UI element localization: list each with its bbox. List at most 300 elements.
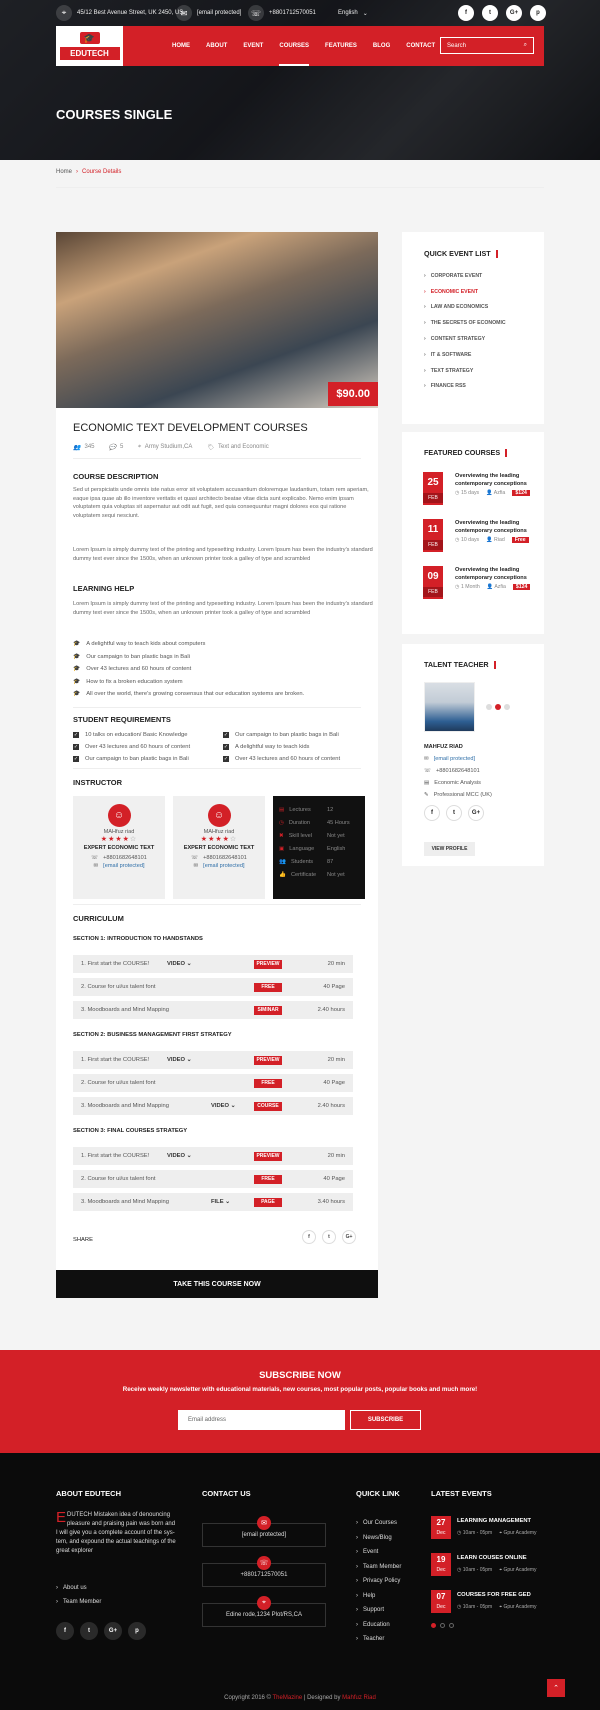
site-logo[interactable] — [56, 26, 123, 66]
language-label[interactable]: English — [338, 10, 358, 16]
time-text: 15 days — [460, 490, 480, 496]
time-meta: ◷ 1 Month — [455, 584, 480, 590]
twitter-icon[interactable]: t — [482, 5, 498, 21]
lesson-badge[interactable]: COURSE — [254, 1102, 282, 1111]
time-text: 1 Month — [460, 584, 480, 590]
footer-link[interactable] — [356, 1516, 401, 1531]
instructor-role: EXPERT ECONOMIC TEXT — [183, 845, 255, 851]
carousel-dot[interactable] — [431, 1623, 436, 1628]
curriculum-area — [56, 232, 378, 1298]
carousel-dot[interactable] — [449, 1623, 454, 1628]
chevron-right-icon: › — [424, 272, 426, 279]
chevron-right-icon: › — [356, 1607, 358, 1614]
curriculum-row[interactable] — [73, 978, 353, 996]
comment-icon: 💬 — [108, 445, 116, 451]
checkbox-icon: ✓ — [73, 731, 79, 738]
date-badge — [431, 1516, 451, 1539]
description-heading: COURSE DESCRIPTION — [73, 472, 159, 481]
mail-icon: ✉ — [424, 756, 429, 762]
featured-course-title[interactable]: Overviewing the leading contemporary conceptions — [455, 567, 527, 581]
phone-icon: ☏ — [191, 855, 199, 861]
quick-event-list-widget — [402, 232, 544, 424]
phone-text: +8801682648101 — [203, 855, 247, 861]
mail-icon: ✉ — [93, 863, 99, 869]
lesson-duration: 20 min — [327, 961, 345, 967]
featured-course-meta — [455, 490, 530, 496]
email-link[interactable]: [email protected] — [433, 756, 476, 762]
featured-course-meta — [455, 584, 530, 590]
lesson-title: 2. Course for ui/ux talent font — [81, 1080, 156, 1086]
view-profile-button[interactable]: VIEW PROFILE — [424, 842, 475, 856]
date-day: 19 — [436, 1555, 446, 1564]
chevron-right-icon: › — [424, 383, 426, 390]
author-text: Riad — [494, 537, 505, 543]
featured-course-title[interactable]: Overviewing the leading contemporary conceptions — [455, 520, 527, 534]
google-plus-icon[interactable]: G+ — [468, 805, 484, 821]
phone-text: +8801712570051 — [269, 10, 316, 16]
curriculum-row[interactable] — [73, 955, 353, 973]
lesson-badge[interactable]: SIMINAR — [254, 1006, 282, 1015]
author-meta: 👤 Riad — [486, 537, 505, 543]
event-list-item[interactable] — [424, 300, 534, 316]
footer-contact-title: CONTACT US — [202, 1489, 251, 1498]
curriculum-heading: CURRICULUM — [73, 914, 124, 923]
phone-icon: ☏ — [424, 768, 431, 774]
lesson-type: VIDEO — [167, 961, 186, 967]
teacher-photo — [424, 682, 475, 732]
footer-link[interactable] — [356, 1603, 401, 1618]
event-title[interactable]: LEARN COUSES ONLINE — [457, 1555, 527, 1561]
footer-link-label[interactable]: Help — [363, 1592, 376, 1599]
chevron-right-icon: › — [356, 1578, 358, 1585]
time-text: 10am - 05pm — [462, 1567, 493, 1573]
carousel-dots — [486, 704, 510, 710]
event-link[interactable]: CORPORATE EVENT — [430, 272, 483, 279]
graduation-cap-icon: 🎓 — [73, 691, 81, 698]
location-pin-icon: ⌖ — [257, 1596, 271, 1610]
section-divider — [73, 904, 361, 905]
info-value: 45 Hours — [327, 819, 350, 826]
description-paragraph-2: Lorem Ipsum is simply dummy text of the printing and typesetting industry. Lorem Ipsum has been the industry's standard dummy text ever since the 1500s, when an unknown printer took a galley of type and scrambled — [73, 547, 373, 562]
instructor-heading: INSTRUCTOR — [73, 778, 123, 787]
date-day: 11 — [427, 524, 439, 535]
address-text: 45/12 Best Avenue Street, UK 2450, US — [77, 10, 184, 16]
nav-blog[interactable]: BLOG — [372, 43, 391, 49]
subscribe-section — [0, 1350, 600, 1453]
description-paragraph-1: Sed ut perspiciatis unde omnis iste natus error sit voluptatem accusantium doloremque laudantium, totam rem aperiam, eaque ipsa quae ab illo inventore veritatis et quasi architecto beatae vitae dicta sunt explicabo. Nemo enim ipsam voluptatem quia voluptas sit aspernatur aut odit aut fugit, sed quia consequuntur magni dolores eos qui ratione voluptatem sequi nesciunt. — [73, 487, 369, 519]
lesson-title: 2. Course for ui/ux talent font — [81, 1176, 156, 1182]
about-text: DUTECH Mistaken idea of denouncing pleasure and praising pain was born and I will give you a complete account of the sys-tem, and expound the actual teachings of the great explorer — [56, 1512, 176, 1554]
info-value: English — [327, 845, 346, 852]
chevron-right-icon: › — [424, 304, 426, 311]
chevron-down-icon: ⌄ — [362, 10, 368, 17]
date-month: Dec — [436, 1604, 446, 1610]
subject-text: Economic Analysis — [434, 780, 481, 786]
widget-title: FEATURED COURSES — [424, 448, 507, 457]
avatar: ☺ — [108, 804, 131, 827]
copyright-author[interactable]: Mahfuz Riad — [342, 1695, 376, 1701]
lesson-type-dropdown[interactable]: FILE ⌄ — [211, 1199, 231, 1205]
topbar-email[interactable] — [176, 5, 241, 21]
graduation-cap-icon: 🎓 — [73, 653, 81, 660]
event-title[interactable]: COURSES FOR FREE GED — [457, 1592, 531, 1598]
place-meta: ⌖ Gpur Academy — [499, 1530, 537, 1536]
facebook-icon[interactable]: f — [56, 1622, 74, 1640]
nav-about[interactable]: ABOUT — [206, 43, 228, 49]
lesson-title: 3. Moodboards and Mind Mapping — [81, 1103, 169, 1109]
topbar-phone — [248, 5, 316, 21]
rating-stars: ★★★★☆ — [200, 836, 238, 843]
pinterest-icon[interactable]: p — [530, 5, 546, 21]
checkbox-icon: ✓ — [223, 755, 229, 762]
featured-course-item[interactable] — [423, 472, 539, 510]
curriculum-row[interactable] — [73, 1193, 353, 1211]
skill-icon: ✖ — [279, 832, 284, 839]
footer-social — [56, 1622, 146, 1640]
list-item-text: Over 43 lectures and 60 hours of content — [86, 666, 192, 673]
talent-teacher-widget — [402, 644, 544, 866]
event-link[interactable]: CONTENT STRATEGY — [430, 336, 486, 343]
subscribe-text: Receive weekly newsletter with educational materials, new courses, most popular posts, popular books and much more! — [122, 1386, 478, 1393]
place-text: Gpur Academy — [503, 1530, 537, 1536]
date-badge — [431, 1590, 451, 1613]
chevron-right-icon: › — [424, 288, 426, 295]
thumbs-up-icon: 👍 — [279, 871, 286, 878]
chevron-right-icon: › — [56, 1599, 58, 1605]
time-text: 10am - 05pm — [462, 1604, 493, 1610]
students-count: 345 — [84, 444, 95, 450]
curriculum-section-title: SECTION 1: INTRODUCTION TO HANDSTANDS — [73, 936, 203, 942]
breadcrumb-current: Course Details — [82, 169, 122, 175]
contact-phone: +8801712570051 — [202, 1563, 326, 1587]
mail-icon: ✉ — [193, 863, 199, 869]
graduation-cap-icon: 🎓 — [73, 641, 81, 648]
date-day: 09 — [427, 571, 439, 582]
featured-course-meta — [455, 537, 529, 543]
lesson-duration: 40 Page — [323, 1176, 345, 1182]
date-badge — [431, 1553, 451, 1576]
google-plus-icon[interactable]: G+ — [506, 5, 522, 21]
event-list-item[interactable] — [424, 284, 534, 300]
lesson-badge[interactable]: FREE — [254, 983, 282, 992]
event-link[interactable]: TEXT STRATEGY — [430, 367, 474, 374]
email-link[interactable]: [email protected] — [103, 863, 145, 869]
date-month: Dec — [436, 1567, 446, 1573]
rating-stars: ★★★★☆ — [100, 836, 138, 843]
events-carousel-dots — [431, 1623, 454, 1628]
phone-text: +8801682648101 — [103, 855, 147, 861]
author-meta: 👤 Azfia — [486, 490, 506, 496]
date-month: FEB — [423, 493, 443, 503]
footer-link[interactable] — [356, 1545, 401, 1560]
copyright-mid: | Designed by — [303, 1695, 341, 1701]
lesson-duration: 3.40 hours — [317, 1199, 345, 1205]
time-meta: ◷ 15 days — [455, 490, 480, 496]
place-text: Gpur Academy — [503, 1604, 537, 1610]
twitter-icon[interactable]: t — [322, 1230, 336, 1244]
tag-icon: 🏷 — [206, 445, 215, 451]
carousel-dot[interactable] — [495, 704, 501, 710]
google-plus-icon[interactable]: G+ — [342, 1230, 356, 1244]
footer-link[interactable] — [356, 1531, 401, 1546]
email-field[interactable]: Email address — [178, 1410, 345, 1430]
nav-courses[interactable]: COURSES — [279, 26, 309, 66]
instructor-name[interactable]: MAHfuz riad — [203, 829, 235, 835]
list-item-text: A delightful way to teach kids about computers — [86, 641, 206, 648]
requirements-heading: STUDENT REQUIREMENTS — [73, 715, 171, 724]
footer-link-label[interactable]: Education — [363, 1621, 390, 1628]
google-plus-icon[interactable]: G+ — [104, 1622, 122, 1640]
time-meta: ◷ 10am - 05pm — [457, 1604, 493, 1610]
lesson-badge[interactable]: PREVIEW — [254, 1152, 282, 1161]
event-list-item[interactable] — [424, 268, 534, 284]
info-value: 12 — [327, 806, 334, 813]
contact-address: Edine rode,1234 Plot/RS,CA — [202, 1603, 326, 1627]
info-label: Skill level — [288, 832, 313, 839]
curriculum-row[interactable] — [73, 1097, 353, 1115]
book-icon: ▤ — [424, 780, 430, 786]
lesson-title: 3. Moodboards and Mind Mapping — [81, 1007, 169, 1013]
footer-link-label[interactable]: Teacher — [363, 1636, 385, 1643]
footer-link-label[interactable]: Team Member — [63, 1599, 102, 1605]
lesson-badge[interactable]: FREE — [254, 1079, 282, 1088]
date-month: FEB — [423, 540, 443, 550]
teacher-phone — [424, 765, 539, 777]
copyright-prefix: Copyright 2016 © — [224, 1695, 271, 1701]
footer-link-label[interactable]: Support — [363, 1607, 385, 1614]
event-meta — [457, 1530, 537, 1536]
pinterest-icon[interactable]: p — [128, 1622, 146, 1640]
search-placeholder: Search — [447, 42, 467, 49]
footer-link[interactable] — [356, 1574, 401, 1589]
location-pin-icon: ⌖ — [56, 5, 72, 21]
checkbox-icon: ✓ — [73, 743, 79, 750]
breadcrumb-divider — [56, 187, 544, 188]
teacher-email — [424, 753, 539, 765]
nav-contact[interactable]: CONTACT — [406, 43, 436, 49]
curriculum-section-title: SECTION 2: BUSINESS MANAGEMENT FIRST STRATEGY — [73, 1032, 232, 1038]
book-icon: ▤ — [279, 806, 285, 813]
email-link[interactable]: [email protected] — [203, 863, 245, 869]
place-text: Gpur Academy — [503, 1567, 537, 1573]
time-text: 10 days — [460, 537, 480, 543]
search-input[interactable] — [440, 37, 534, 54]
lesson-title: 3. Moodboards and Mind Mapping — [81, 1199, 169, 1205]
latest-event-item[interactable] — [431, 1590, 551, 1618]
take-course-button[interactable]: TAKE THIS COURSE NOW — [56, 1270, 378, 1298]
page-title: COURSES SINGLE — [56, 107, 173, 122]
lesson-duration: 20 min — [327, 1153, 345, 1159]
event-link[interactable]: ECONOMIC EVENT — [430, 288, 479, 295]
featured-courses-widget — [402, 432, 544, 634]
subscribe-title: SUBSCRIBE NOW — [259, 1370, 341, 1381]
event-link[interactable]: THE SECRETS OF ECONOMIC — [430, 320, 506, 327]
date-badge — [423, 566, 443, 599]
chevron-up-icon: ⌃ — [553, 1685, 559, 1692]
info-value: 87 — [327, 858, 334, 865]
lesson-badge[interactable]: PAGE — [254, 1198, 282, 1207]
list-item-text: 10 talks on education/ Basic Knowledge — [85, 731, 188, 738]
curriculum-row[interactable] — [73, 1170, 353, 1188]
checkbox-icon: ✓ — [223, 731, 229, 738]
footer-link[interactable] — [356, 1618, 401, 1633]
featured-course-title[interactable]: Overviewing the leading contemporary conceptions — [455, 473, 527, 487]
place-meta: ⌖ Gpur Academy — [499, 1604, 537, 1610]
breadcrumb-separator: › — [76, 169, 79, 175]
footer-link-label[interactable]: News/Blog — [363, 1534, 392, 1541]
share-icons — [302, 1230, 356, 1244]
lesson-type-dropdown[interactable]: VIDEO ⌄ — [211, 1103, 236, 1109]
time-meta: ◷ 10 days — [455, 537, 480, 543]
nav-home[interactable]: HOME — [172, 43, 190, 49]
footer-link-label[interactable]: Team Member — [363, 1563, 402, 1570]
phone-icon: ☏ — [248, 5, 264, 21]
chevron-right-icon: › — [424, 367, 426, 374]
footer-link[interactable] — [356, 1632, 401, 1647]
chevron-right-icon: › — [356, 1534, 358, 1541]
footer-link-label[interactable]: Our Courses — [363, 1520, 398, 1527]
info-label: Language — [289, 845, 315, 852]
chevron-right-icon: › — [424, 351, 426, 358]
checkbox-icon: ✓ — [223, 743, 229, 750]
facebook-icon[interactable]: f — [424, 805, 440, 821]
event-title[interactable]: LEARNING MANAGEMENT — [457, 1518, 532, 1524]
copyright-brand[interactable]: TheMazine — [272, 1695, 303, 1701]
footer-link-label[interactable]: Privacy Policy — [363, 1578, 401, 1585]
pencil-icon: ✎ — [424, 792, 429, 798]
time-meta: ◷ 10am - 05pm — [457, 1567, 493, 1573]
learning-help-paragraph: Lorem Ipsum is simply dummy text of the printing and typesetting industry. Lorem Ipsum has been the industry's standard dummy text ever since the 1500s, when an unknown printer took a galley of type and scrambled — [73, 601, 373, 616]
course-title: ECONOMIC TEXT DEVELOPMENT COURSES — [73, 422, 308, 434]
event-list-item[interactable] — [424, 315, 534, 331]
phone-text: +8801682648101 — [436, 768, 480, 774]
chevron-right-icon: › — [356, 1520, 358, 1527]
curriculum-row[interactable] — [73, 1147, 353, 1165]
nav-features[interactable]: FEATURES — [325, 43, 357, 49]
carousel-dot[interactable] — [486, 704, 492, 710]
contact-email[interactable]: [email protected] — [202, 1523, 326, 1547]
date-month: Dec — [436, 1530, 446, 1536]
phone-icon: ☏ — [257, 1556, 271, 1570]
search-icon[interactable]: ⌕ — [523, 42, 527, 48]
lesson-duration: 2.40 hours — [317, 1007, 345, 1013]
twitter-icon[interactable]: t — [446, 805, 462, 821]
lesson-title: 1. First start the COURSE! — [81, 1153, 150, 1159]
event-list-item[interactable] — [424, 347, 534, 363]
mail-icon: ✉ — [257, 1516, 271, 1530]
price-tag: $124 — [513, 584, 531, 590]
subscribe-button[interactable]: SUBSCRIBE — [350, 1410, 421, 1430]
chevron-right-icon: › — [356, 1621, 358, 1628]
author-text: Azfia — [493, 490, 506, 496]
author-meta: 👤 Azfia — [486, 584, 506, 590]
teacher-social — [424, 805, 539, 821]
graduation-cap-icon: 🎓 — [73, 678, 81, 685]
lesson-badge[interactable]: FREE — [254, 1175, 282, 1184]
lesson-type-dropdown[interactable]: VIDEO ⌄ — [167, 961, 192, 967]
date-badge — [423, 519, 443, 552]
lesson-title: 1. First start the COURSE! — [81, 961, 150, 967]
footer-link-label[interactable]: About us — [63, 1585, 87, 1591]
email-text[interactable]: [email protected] — [197, 10, 242, 16]
curriculum-section-title: SECTION 3: FINAL COURSES STRATEGY — [73, 1128, 188, 1134]
event-list-item[interactable] — [424, 331, 534, 347]
lesson-badge[interactable]: PREVIEW — [254, 1056, 282, 1065]
featured-course-item[interactable] — [423, 566, 539, 604]
footer-link[interactable] — [56, 1595, 101, 1609]
lesson-type: VIDEO — [167, 1057, 186, 1063]
footer-link-label[interactable]: Event — [363, 1549, 379, 1556]
info-label: Duration — [288, 819, 311, 826]
phone-icon: ☏ — [91, 855, 99, 861]
date-day: 25 — [427, 477, 439, 488]
widget-title: QUICK EVENT LIST — [424, 249, 498, 258]
place-meta: ⌖ Gpur Academy — [499, 1567, 537, 1573]
facebook-icon[interactable]: f — [302, 1230, 316, 1244]
event-link[interactable]: IT & SOFTWARE — [430, 351, 472, 358]
about-text-block — [56, 1511, 178, 1556]
footer-link[interactable] — [56, 1581, 101, 1595]
drop-cap: E — [56, 1509, 67, 1526]
instructor-name[interactable]: MAHfuz riad — [103, 829, 135, 835]
location-text: Army Studium,CA — [144, 444, 193, 450]
chevron-right-icon: › — [356, 1549, 358, 1556]
list-item-text: Our campaign to ban plastic bags in Bali — [235, 731, 339, 738]
event-link[interactable]: FINANCE RSS — [430, 383, 466, 390]
nav-event[interactable]: EVENT — [243, 43, 264, 49]
lesson-type-dropdown[interactable]: VIDEO ⌄ — [167, 1153, 192, 1159]
footer-link[interactable] — [356, 1560, 401, 1575]
tags-text[interactable]: Text and Economic — [218, 444, 269, 450]
twitter-icon[interactable]: t — [80, 1622, 98, 1640]
event-link[interactable]: LAW AND ECONOMICS — [430, 304, 489, 311]
instructor-role: EXPERT ECONOMIC TEXT — [83, 845, 155, 851]
event-list-item[interactable] — [424, 363, 534, 379]
latest-event-item[interactable] — [431, 1516, 551, 1544]
about-links — [56, 1581, 101, 1609]
price-tag: $124 — [512, 490, 530, 496]
lesson-badge[interactable]: PREVIEW — [254, 960, 282, 969]
users-icon: 👥 — [73, 445, 81, 451]
language-selector[interactable] — [338, 5, 368, 21]
lesson-type: VIDEO — [211, 1103, 230, 1109]
lesson-title: 2. Course for ui/ux talent font — [81, 984, 156, 990]
teacher-role — [424, 789, 539, 801]
event-list-item[interactable] — [424, 379, 534, 395]
facebook-icon[interactable]: f — [458, 5, 474, 21]
lesson-type-dropdown[interactable]: VIDEO ⌄ — [167, 1057, 192, 1063]
date-day: 27 — [436, 1518, 446, 1527]
carousel-dot[interactable] — [504, 704, 510, 710]
mail-icon: ✉ — [176, 5, 192, 21]
curriculum-row[interactable] — [73, 1001, 353, 1019]
lesson-duration: 40 Page — [323, 984, 345, 990]
footer-link[interactable] — [356, 1589, 401, 1604]
curriculum-row[interactable] — [73, 1074, 353, 1092]
lesson-duration: 20 min — [327, 1057, 345, 1063]
carousel-dot[interactable] — [440, 1623, 445, 1628]
event-meta — [457, 1567, 537, 1573]
comments-count: 5 — [119, 444, 124, 450]
curriculum-row[interactable] — [73, 1051, 353, 1069]
price-tag: Free — [512, 537, 529, 543]
latest-event-item[interactable] — [431, 1553, 551, 1581]
featured-course-item[interactable] — [423, 519, 539, 557]
list-item-text: All over the world, there's growing consensus that our education systems are broken. — [86, 691, 305, 698]
clock-icon: ◷ — [279, 819, 284, 826]
breadcrumb-home[interactable]: Home — [56, 169, 73, 175]
teacher-info — [424, 741, 539, 821]
